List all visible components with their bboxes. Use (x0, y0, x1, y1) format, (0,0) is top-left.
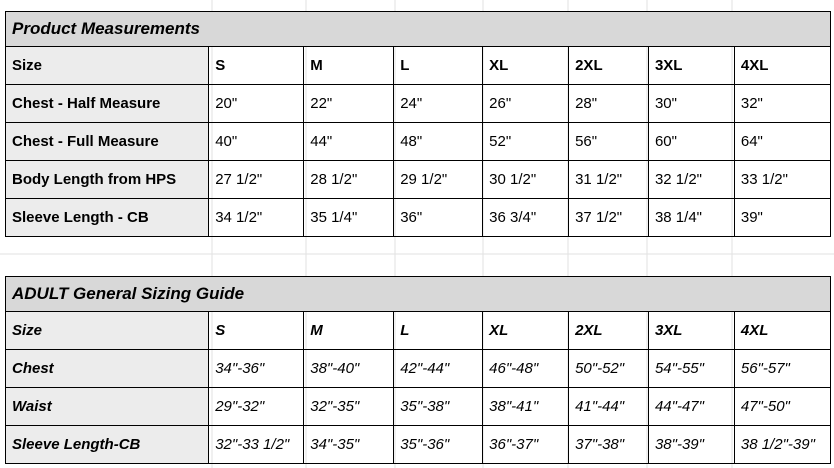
row-label: Body Length from HPS (6, 161, 209, 199)
header-cell: XL (483, 47, 569, 85)
header-cell: 2XL (569, 47, 649, 85)
header-cell: L (394, 47, 483, 85)
table-cell: 38"-40" (304, 350, 394, 388)
table-cell: 35 1/4" (304, 199, 394, 237)
header-cell: 4XL (734, 312, 830, 350)
table-row (6, 350, 831, 388)
table-cell: 34"-35" (304, 426, 394, 464)
header-cell: 3XL (648, 312, 734, 350)
table-cell: 56"-57" (734, 350, 830, 388)
table-cell: 47"-50" (734, 388, 830, 426)
table-cell: 29 1/2" (394, 161, 483, 199)
row-label: Chest (6, 350, 209, 388)
header-cell: S (209, 47, 304, 85)
table-row (6, 388, 831, 426)
table-header-row (6, 47, 831, 85)
adult-sizing-guide-table (5, 276, 831, 464)
table-cell: 60" (648, 123, 734, 161)
table-cell: 37"-38" (569, 426, 649, 464)
table-cell: 33 1/2" (734, 161, 830, 199)
header-cell: S (209, 312, 304, 350)
table-cell: 34"-36" (209, 350, 304, 388)
table-cell: 32 1/2" (648, 161, 734, 199)
table-cell: 64" (734, 123, 830, 161)
table-cell: 46"-48" (483, 350, 569, 388)
table-cell: 56" (569, 123, 649, 161)
header-cell: 2XL (569, 312, 649, 350)
table-cell: 28 1/2" (304, 161, 394, 199)
table-row (6, 199, 831, 237)
header-cell: XL (483, 312, 569, 350)
table-cell: 39" (734, 199, 830, 237)
table-cell: 38 1/4" (648, 199, 734, 237)
header-cell: L (394, 312, 483, 350)
product-measurements-table (5, 11, 831, 237)
table-cell: 32" (734, 85, 830, 123)
row-label: Chest - Full Measure (6, 123, 209, 161)
table-cell: 28" (569, 85, 649, 123)
table-cell: 38"-39" (648, 426, 734, 464)
table-cell: 26" (483, 85, 569, 123)
table-header-row (6, 312, 831, 350)
table-cell: 22" (304, 85, 394, 123)
header-cell: M (304, 47, 394, 85)
table-cell: 40" (209, 123, 304, 161)
table-cell: 35"-36" (394, 426, 483, 464)
table-row (6, 161, 831, 199)
table-cell: 42"-44" (394, 350, 483, 388)
table-cell: 32"-33 1/2" (209, 426, 304, 464)
table-cell: 48" (394, 123, 483, 161)
table-title: ADULT General Sizing Guide (6, 277, 831, 312)
table-cell: 30" (648, 85, 734, 123)
row-label: Waist (6, 388, 209, 426)
table-row (6, 426, 831, 464)
table-cell: 35"-38" (394, 388, 483, 426)
table-cell: 36"-37" (483, 426, 569, 464)
table-cell: 29"-32" (209, 388, 304, 426)
header-cell: Size (6, 312, 209, 350)
header-cell: M (304, 312, 394, 350)
table-cell: 41"-44" (569, 388, 649, 426)
header-cell: 3XL (648, 47, 734, 85)
table-row (6, 123, 831, 161)
table-cell: 38"-41" (483, 388, 569, 426)
header-cell: Size (6, 47, 209, 85)
table-cell: 20" (209, 85, 304, 123)
table-row (6, 85, 831, 123)
table-cell: 34 1/2" (209, 199, 304, 237)
row-label: Chest - Half Measure (6, 85, 209, 123)
row-label: Sleeve Length - CB (6, 199, 209, 237)
table-cell: 54"-55" (648, 350, 734, 388)
table-cell: 38 1/2"-39" (734, 426, 830, 464)
table-cell: 52" (483, 123, 569, 161)
row-label: Sleeve Length-CB (6, 426, 209, 464)
table-cell: 30 1/2" (483, 161, 569, 199)
table-cell: 27 1/2" (209, 161, 304, 199)
table-cell: 36" (394, 199, 483, 237)
table-cell: 36 3/4" (483, 199, 569, 237)
table-cell: 44" (304, 123, 394, 161)
table-title: Product Measurements (6, 12, 831, 47)
table-cell: 32"-35" (304, 388, 394, 426)
header-cell: 4XL (734, 47, 830, 85)
table-cell: 50"-52" (569, 350, 649, 388)
table-cell: 37 1/2" (569, 199, 649, 237)
table-cell: 44"-47" (648, 388, 734, 426)
table-cell: 24" (394, 85, 483, 123)
table-cell: 31 1/2" (569, 161, 649, 199)
